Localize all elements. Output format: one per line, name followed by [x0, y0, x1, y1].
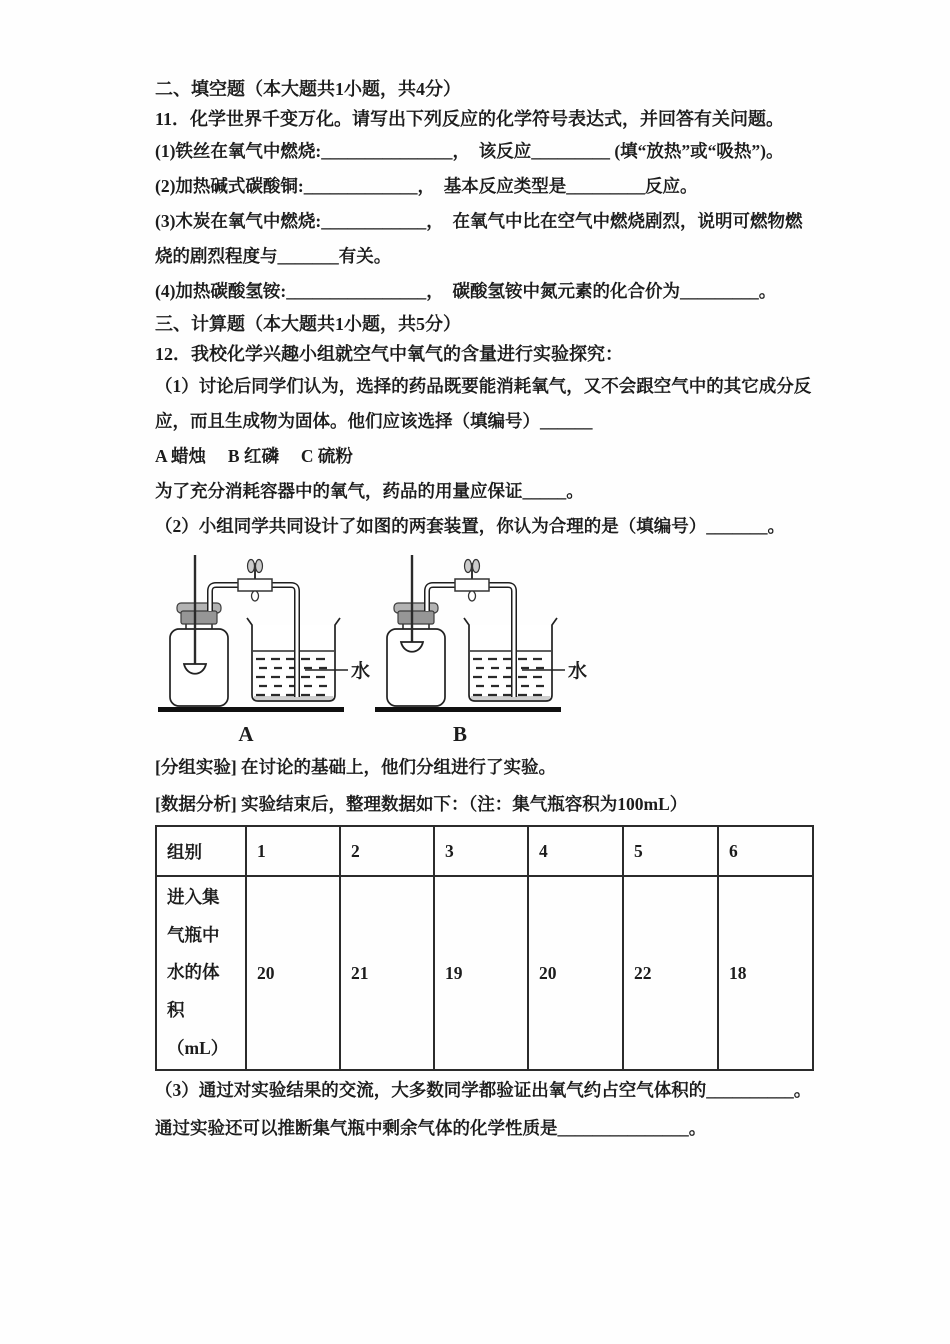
q12-part1-line1: （1）讨论后同学们认为，选择的药品既要能消耗氧气，又不会跟空气中的其它成分反 [155, 376, 812, 396]
apparatus-b [375, 555, 587, 746]
table-value-2: 21 [340, 876, 434, 1070]
beaker-a [247, 618, 340, 701]
q11-part1: (1)铁丝在氧气中燃烧:_______________， 该反应_________ (填“放热”或“吸热”)。 [155, 141, 784, 161]
table-value-6: 18 [718, 876, 813, 1070]
apparatus-label-b: B [452, 722, 468, 746]
water-label-b: 水 [568, 661, 588, 682]
beaker-bottom-shade-b [471, 696, 550, 700]
q11-stem: 11．化学世界千变万化。请写出下列反应的化学符号表达式，并回答有关问题。 [155, 109, 785, 129]
section-fill-title: 二、填空题（本大题共1小题，共4分） [155, 79, 461, 99]
q12-amount: 为了充分消耗容器中的氧气，药品的用量应保证_____。 [155, 481, 584, 501]
gas-bottle-b [387, 603, 445, 706]
table-header-3: 3 [434, 826, 528, 876]
table-header-6: 6 [718, 826, 813, 876]
water-label-a: 水 [351, 661, 371, 682]
table-value-1: 20 [246, 876, 340, 1070]
q12-part3-line1: （3）通过对实验结果的交流，大多数同学都验证出氧气约占空气体积的__________。 [155, 1080, 812, 1101]
table-header-2: 2 [340, 826, 434, 876]
q12-part2: （2）小组同学共同设计了如图的两套装置，你认为合理的是（填编号）_______。 [155, 516, 785, 536]
group-experiment-note: [分组实验] 在讨论的基础上，他们分组进行了实验。 [155, 757, 557, 777]
apparatus-diagram [155, 549, 615, 749]
q11-part3: (3)木炭在氧气中燃烧:____________， 在氧气中比在空气中燃烧剧烈，说明可燃物燃 [155, 211, 803, 231]
table-header-4: 4 [528, 826, 623, 876]
q11-part2: (2)加热碱式碳酸铜:_____________， 基本反应类型是_________反应。 [155, 176, 698, 196]
beaker-bottom-shade-a [254, 696, 333, 700]
section-calc-title: 三、计算题（本大题共1小题，共5分） [155, 314, 461, 334]
table-data-row [156, 876, 813, 1070]
pinch-clamp-a [238, 560, 272, 602]
pinch-clamp-b [455, 560, 489, 602]
q11-part4: (4)加热碳酸氢铵:________________， 碳酸氢铵中氮元素的化合价为_________。 [155, 281, 777, 301]
table-header-1: 1 [246, 826, 340, 876]
q12-part1-line2: 应，而且生成物为固体。他们应该选择（填编号）______ [155, 411, 593, 431]
data-analysis-note: [数据分析] 实验结束后，整理数据如下：（注：集气瓶容积为100mL） [155, 794, 688, 814]
exam-content [155, 74, 835, 1147]
ground-line-a [158, 707, 344, 712]
table-header-5: 5 [623, 826, 718, 876]
apparatus-label-a: A [238, 722, 254, 746]
table-value-3: 19 [434, 876, 528, 1070]
table-header-row [156, 826, 813, 876]
table-value-4: 20 [528, 876, 623, 1070]
apparatus-a [158, 555, 370, 746]
table-header-group: 组别 [156, 826, 246, 876]
table-row-label: 进入集气瓶中水的体积 （mL） [156, 876, 246, 1070]
beaker-b [464, 618, 557, 701]
table-value-5: 22 [623, 876, 718, 1070]
q12-stem: 12．我校化学兴趣小组就空气中氧气的含量进行实验探究： [155, 344, 623, 364]
q12-part3-line2: 通过实验还可以推断集气瓶中剩余气体的化学性质是_______________。 [155, 1118, 707, 1139]
results-table [155, 825, 814, 1071]
gas-bottle-a [170, 603, 228, 706]
ground-line-b [375, 707, 561, 712]
q12-options: A 蜡烛 B 红磷 C 硫粉 [155, 446, 353, 466]
q11-part3-cont: 烧的剧烈程度与_______有关。 [155, 246, 392, 266]
